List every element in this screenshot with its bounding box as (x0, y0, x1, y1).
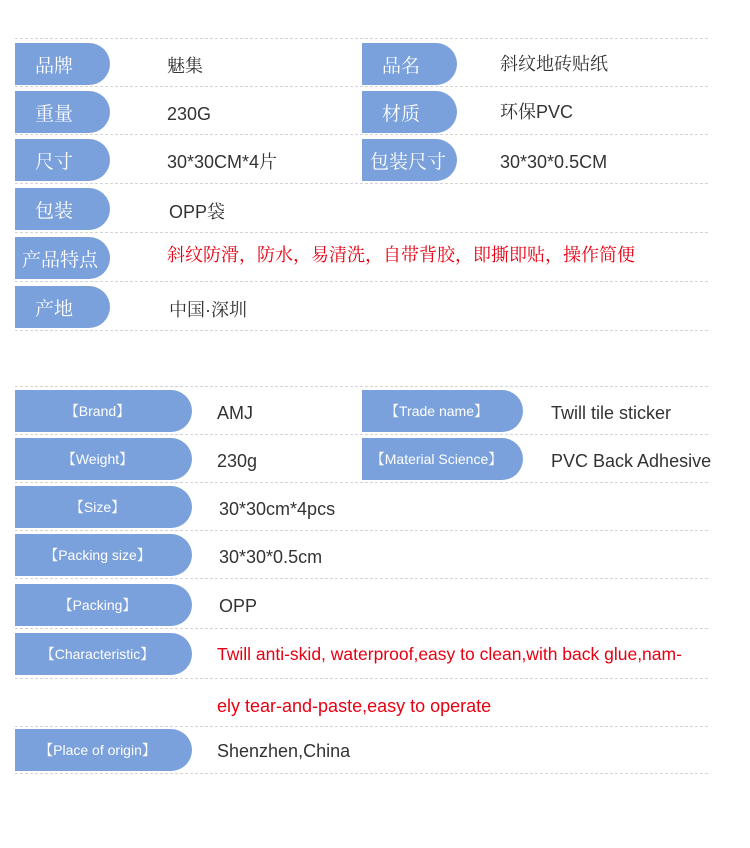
divider (15, 38, 708, 39)
weight-value-cn: 230G (167, 104, 212, 124)
divider (15, 628, 708, 629)
divider (15, 530, 708, 531)
weight-label-cn: 重量 (15, 91, 110, 133)
divider (15, 578, 708, 579)
characteristic-value-line1-en: Twill anti-skid, waterproof,easy to clean,with back glue,nam- (217, 644, 682, 664)
weight-value-en: 230g (217, 451, 258, 471)
divider (15, 386, 708, 387)
divider (15, 434, 708, 435)
brand-value-cn: 魅集 (167, 56, 203, 76)
packing-label-en: 【Packing】 (15, 584, 192, 626)
product-name-value-cn: 斜纹地砖贴纸 (500, 54, 608, 74)
brand-label-cn: 品牌 (15, 43, 110, 85)
packing-label-cn: 包装 (15, 188, 110, 230)
origin-label-cn: 产地 (15, 286, 110, 328)
material-value-cn: 环保PVC (500, 102, 574, 122)
packing-size-label-cn: 包装尺寸 (362, 139, 457, 181)
material-label-cn: 材质 (362, 91, 457, 133)
characteristic-value-line2-en: ely tear-and-paste,easy to operate (217, 696, 492, 716)
packing-value-en: OPP (219, 596, 258, 616)
size-label-en: 【Size】 (15, 486, 192, 528)
material-science-value-en: PVC Back Adhesive (551, 451, 712, 471)
brand-value-en: AMJ (217, 403, 253, 423)
feature-value-cn: 斜纹防滑，防水，易清洗，自带背胶，即撕即贴，操作简便 (167, 245, 635, 265)
divider (15, 281, 708, 282)
divider (15, 183, 708, 184)
packing-size-value-en: 30*30*0.5cm (219, 547, 323, 567)
origin-value-cn: 中国·深圳 (169, 300, 247, 320)
divider (15, 134, 708, 135)
origin-label-en: 【Place of origin】 (15, 729, 192, 771)
size-label-cn: 尺寸 (15, 139, 110, 181)
material-science-label-en: 【Material Science】 (362, 438, 523, 480)
product-name-label-cn: 品名 (362, 43, 457, 85)
trade-name-value-en: Twill tile sticker (551, 403, 672, 423)
origin-value-en: Shenzhen,China (217, 741, 351, 761)
divider (15, 726, 708, 727)
packing-value-cn: OPP袋 (169, 202, 226, 222)
divider (15, 330, 708, 331)
divider (15, 678, 708, 679)
divider (15, 86, 708, 87)
divider (15, 232, 708, 233)
packing-size-value-cn: 30*30*0.5CM (500, 152, 608, 172)
divider (15, 773, 708, 774)
weight-label-en: 【Weight】 (15, 438, 192, 480)
trade-name-label-en: 【Trade name】 (362, 390, 523, 432)
packing-size-label-en: 【Packing size】 (15, 534, 192, 576)
size-value-en: 30*30cm*4pcs (219, 499, 336, 519)
feature-label-cn: 产品特点 (15, 237, 110, 279)
brand-label-en: 【Brand】 (15, 390, 192, 432)
characteristic-label-en: 【Characteristic】 (15, 633, 192, 675)
divider (15, 482, 708, 483)
size-value-cn: 30*30CM*4片 (167, 152, 278, 172)
